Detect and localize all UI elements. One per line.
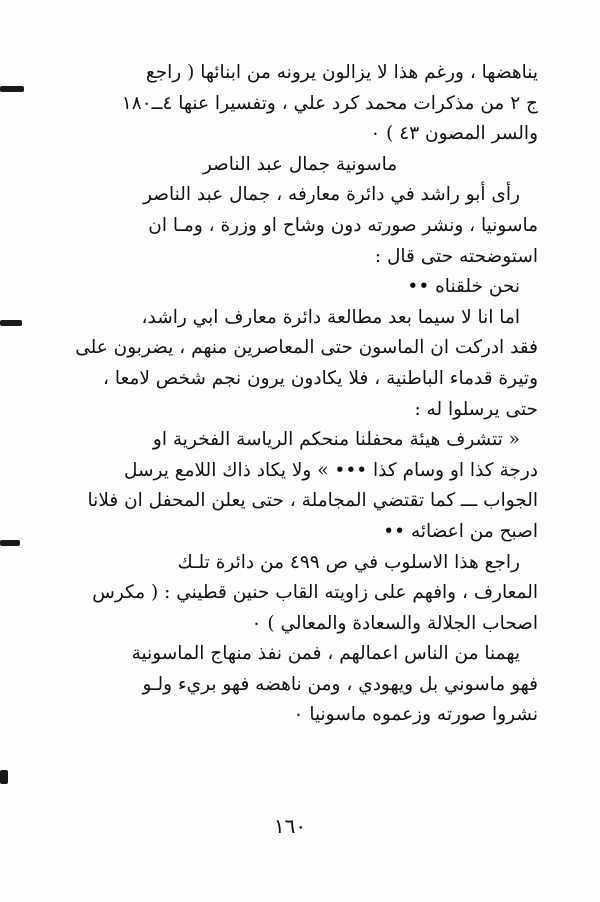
scan-edge-mark	[0, 320, 22, 326]
text-line: اصحاب الجلالة والسعادة والمعالي ) ٠	[251, 612, 538, 634]
section-heading: ماسونية جمال عبد الناصر	[202, 153, 398, 175]
text-line: والسر المصون ٤٣ ) ٠	[370, 123, 538, 145]
scan-edge-mark	[0, 86, 24, 92]
page-number: ١٦٠	[273, 814, 307, 838]
text-line: درجة كذا او وسام كذا ••• » ولا يكاد ذاك اللامع يرسل	[124, 459, 538, 481]
text-line: استوضحته حتى قال :	[374, 245, 538, 267]
body-text	[62, 58, 538, 731]
text-line: حتى يرسلوا له :	[414, 398, 538, 420]
text-line: اما انا لا سيما بعد مطالعة دائرة معارف ابي راشد،	[141, 306, 520, 328]
text-line: يناهضها ، ورغم هذا لا يزالون يرونه من ابنائها ( راجع	[145, 62, 538, 83]
text-line: فهو ماسوني بل ويهودي ، ومن ناهضه فهو بريء ولـو	[142, 673, 538, 695]
text-line: نشروا صورته وزعموه ماسونيا ٠	[293, 704, 538, 726]
text-line: يهمنا من الناس اعمالهم ، فمن نفذ منهاج الماسونية	[131, 643, 520, 665]
text-line: راجع هذا الاسلوب في ص ٤٩٩ من دائرة تلـك	[177, 551, 520, 573]
text-line: ج ٢ من مذكرات محمد كرد علي ، وتفسيرا عنها ٤ــ١٨٠	[121, 92, 538, 114]
text-line: المعارف ، وافهم على زاويته القاب حنين قطيني : ( مكرس	[92, 582, 538, 604]
text-line: نحن خلقناه ••	[407, 276, 520, 298]
text-line: « تتشرف هيئة محفلنا منحكم الرياسة الفخرية او	[152, 429, 520, 451]
text-line: رأى أبو راشد في دائرة معارفه ، جمال عبد الناصر	[143, 184, 520, 206]
scan-edge-mark	[0, 540, 20, 546]
text-line: فقد ادركت ان الماسون حتى المعاصرين منهم ، يضربون على	[75, 337, 538, 359]
text-line: الجواب ـــ كما تقتضي المجاملة ، حتى يعلن المحفل ان فلانا	[87, 490, 538, 512]
text-line: اصبح من اعضائه ••	[383, 520, 538, 542]
text-line: وتيرة قدماء الباطنية ، فلا يكادون يرون نجم شخص لامعا ،	[103, 367, 538, 389]
scan-edge-mark	[0, 770, 8, 784]
text-line: ماسونيا ، ونشر صورته دون وشاح او وزرة ، ومـا ان	[148, 214, 538, 236]
